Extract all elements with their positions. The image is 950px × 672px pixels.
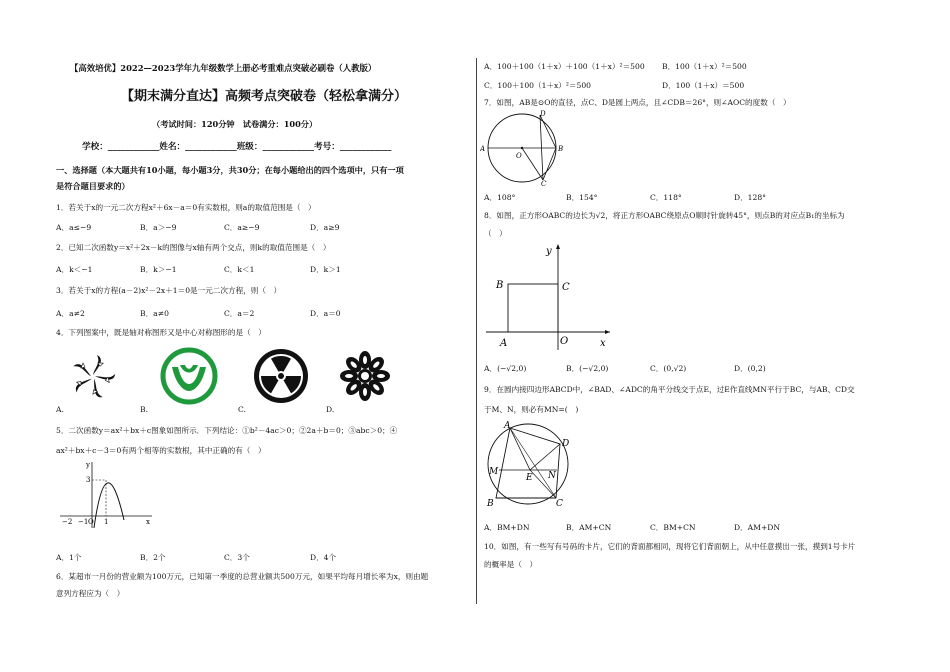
- q2-stem: 2．已知二次函数y＝x²＋2x－k的图像与x轴有两个交点，则k的取值范围是（ ）: [56, 243, 331, 252]
- q8-option-c[interactable]: C．(0,√2): [650, 364, 687, 373]
- section1-title: 一、选择题（本大题共有10小题，每小题3分，共30分；在每小题给出的四个选项中，只有一项: [56, 165, 404, 175]
- q2-option-d[interactable]: D．k＞1: [310, 265, 341, 274]
- q10-stem-cont: 的概率是（ ）: [484, 560, 538, 569]
- q5-label-neg1: −1: [78, 518, 89, 526]
- q7-option-a[interactable]: A．108°: [484, 193, 516, 202]
- q7-option-d[interactable]: D．128°: [734, 193, 766, 202]
- q1-option-b[interactable]: B．a＞−9: [140, 223, 177, 232]
- q4-figure-d-flower-pattern-icon: [338, 349, 392, 403]
- q8-option-b[interactable]: B．(−√2,0): [566, 364, 609, 373]
- q4-option-d[interactable]: D.: [326, 405, 335, 414]
- q2-option-a[interactable]: A．k＜−1: [56, 265, 93, 274]
- q7-label-o: O: [516, 152, 522, 160]
- q3-option-c[interactable]: C．a＝2: [224, 309, 255, 318]
- q9-label-c: C: [556, 499, 563, 509]
- q3-option-a[interactable]: A．a≠2: [56, 309, 85, 318]
- q8-option-a[interactable]: A．(−√2,0): [484, 364, 527, 373]
- q4-figure-b-green-logo-icon: [160, 347, 218, 405]
- q9-label-n: N: [548, 471, 556, 481]
- q5-stem-cont: ax²＋bx＋c－3＝0有两个相等的实数根，其中正确的有（ ）: [56, 446, 266, 455]
- q7-label-b: B: [558, 145, 564, 153]
- q8-label-c: C: [562, 282, 570, 293]
- q9-option-d[interactable]: D．AM+DN: [734, 523, 781, 532]
- q8-coordinate-figure: [484, 240, 614, 352]
- q8-label-x: x: [600, 338, 606, 349]
- q6-option-b[interactable]: B．100（1＋x）²＝500: [662, 62, 747, 71]
- q5-option-a[interactable]: A．1个: [56, 553, 82, 562]
- q5-parabola-graph: [56, 458, 156, 530]
- q4-option-b[interactable]: B.: [140, 405, 148, 414]
- q8-option-d[interactable]: D．(0,2): [734, 364, 766, 373]
- section1-title-cont: 是符合题目要求的）: [56, 181, 130, 191]
- student-fields: 学校：____________姓名：____________班级：____________考号：____________: [82, 142, 392, 152]
- q8-stem: 8．如图，正方形OABC的边长为√2，将正方形OABC绕原点O顺时针旋转45°，则点B的对应点B₁的坐标为: [484, 211, 845, 220]
- q1-option-c[interactable]: C．a≥−9: [224, 223, 260, 232]
- q9-label-e: E: [526, 473, 533, 483]
- q6-option-a[interactable]: A．100＋100（1＋x）＋100（1＋x）²＝500: [484, 62, 645, 71]
- q8-label-o: O: [560, 336, 569, 347]
- q1-stem: 1．若关于x的一元二次方程x²＋6x－a＝0有实数根，则a的取值范围是（ ）: [56, 203, 316, 212]
- q9-option-a[interactable]: A．BM+DN: [484, 523, 530, 532]
- q8-stem-cont: （ ）: [484, 229, 507, 238]
- q1-option-a[interactable]: A．a≤−9: [56, 223, 92, 232]
- q4-figure-c-radiation-icon: [252, 347, 310, 405]
- q6-stem: 6．某超市一月份的营业额为100万元，已知第一季度的总营业额共500万元，如果平均每月增长率为x，则由题: [56, 572, 429, 581]
- q5-option-c[interactable]: C．3个: [224, 553, 250, 562]
- q4-option-c[interactable]: C.: [238, 405, 246, 414]
- main-title: 【期末满分直达】高频考点突破卷（轻松拿满分）: [121, 89, 408, 104]
- q10-stem: 10．如图，有一些写有号码的卡片，它们的背面都相同，现将它们背面朝上，从中任意摸出一张，摸到1号卡片: [484, 542, 856, 551]
- q1-option-d[interactable]: D．a≥9: [310, 223, 340, 232]
- q5-y-label: y: [86, 461, 90, 469]
- q5-option-b[interactable]: B．2个: [140, 553, 166, 562]
- series-title: 【高效培优】2022—2023学年九年级数学上册必考重难点突破必刷卷（人教版）: [70, 63, 377, 73]
- q4-stem: 4．下列图案中，既是轴对称图形又是中心对称图形的是（ ）: [56, 328, 266, 337]
- q5-label-1: 1: [104, 518, 109, 526]
- q7-label-c: C: [541, 180, 547, 186]
- q7-circle-figure: [480, 110, 570, 186]
- q9-label-a: A: [504, 421, 511, 431]
- column-divider: [476, 58, 477, 604]
- q9-label-b: B: [487, 499, 494, 509]
- q7-label-a: A: [480, 145, 486, 153]
- q5-label-origin: O: [88, 518, 94, 526]
- q9-option-c[interactable]: C．BM+CN: [650, 523, 696, 532]
- q2-option-c[interactable]: C．k＜1: [224, 265, 255, 274]
- q7-label-d: D: [540, 110, 546, 118]
- q4-figure-a-hongkong-flower-icon: [68, 352, 118, 402]
- q8-label-a: A: [500, 338, 508, 349]
- q8-label-b: B: [496, 280, 504, 291]
- q3-stem: 3．若关于x的方程(a－2)x²－2x＋1＝0是一元二次方程，则（ ）: [56, 286, 282, 295]
- q9-label-d: D: [562, 439, 570, 449]
- q6-option-d[interactable]: D．100（1＋x）＝500: [662, 81, 745, 90]
- q5-label-3: 3: [86, 476, 91, 484]
- q7-option-b[interactable]: B．154°: [566, 193, 598, 202]
- q5-stem: 5．二次函数y＝ax²＋bx＋c图象如图所示．下列结论：①b²－4ac＞0；②2a＋b＝0；③abc＞0；④: [56, 426, 398, 435]
- q8-label-y: y: [546, 246, 552, 257]
- q6-stem-cont: 意列方程应为（ ）: [56, 589, 125, 598]
- q9-option-b[interactable]: B．AM+CN: [566, 523, 612, 532]
- q5-label-3x: x: [146, 518, 150, 526]
- q5-parabola-curve: [94, 483, 124, 528]
- q2-option-b[interactable]: B．k＞−1: [140, 265, 177, 274]
- q3-option-d[interactable]: D．a＝0: [310, 309, 341, 318]
- q5-label-neg2: −2: [62, 518, 73, 526]
- q6-option-c[interactable]: C．100＋100（1＋x）²＝500: [484, 81, 592, 90]
- q3-option-b[interactable]: B．a≠0: [140, 309, 169, 318]
- q9-stem-cont: 于M、N，则必有MN=( ): [484, 405, 579, 414]
- q5-option-d[interactable]: D．4个: [310, 553, 337, 562]
- q7-option-c[interactable]: C．118°: [650, 193, 682, 202]
- q9-stem: 9．在圆内接四边形ABCD中，∠BAD、∠ADC的角平分线交于点E，过E作直线MN平行于BC，与AB、CD交: [484, 385, 855, 394]
- exam-info: （考试时间：120分钟 试卷满分：100分）: [152, 119, 318, 129]
- q7-stem: 7．如图，AB是⊙O的直径，点C、D是圆上两点，且∠CDB＝26°，则∠AOC的度数（ ）: [484, 98, 791, 107]
- q4-option-a[interactable]: A.: [56, 405, 64, 414]
- q8-square-oabc: [508, 284, 558, 332]
- q9-cyclic-quadrilateral-figure: [484, 418, 576, 510]
- q9-label-m: M: [489, 467, 499, 477]
